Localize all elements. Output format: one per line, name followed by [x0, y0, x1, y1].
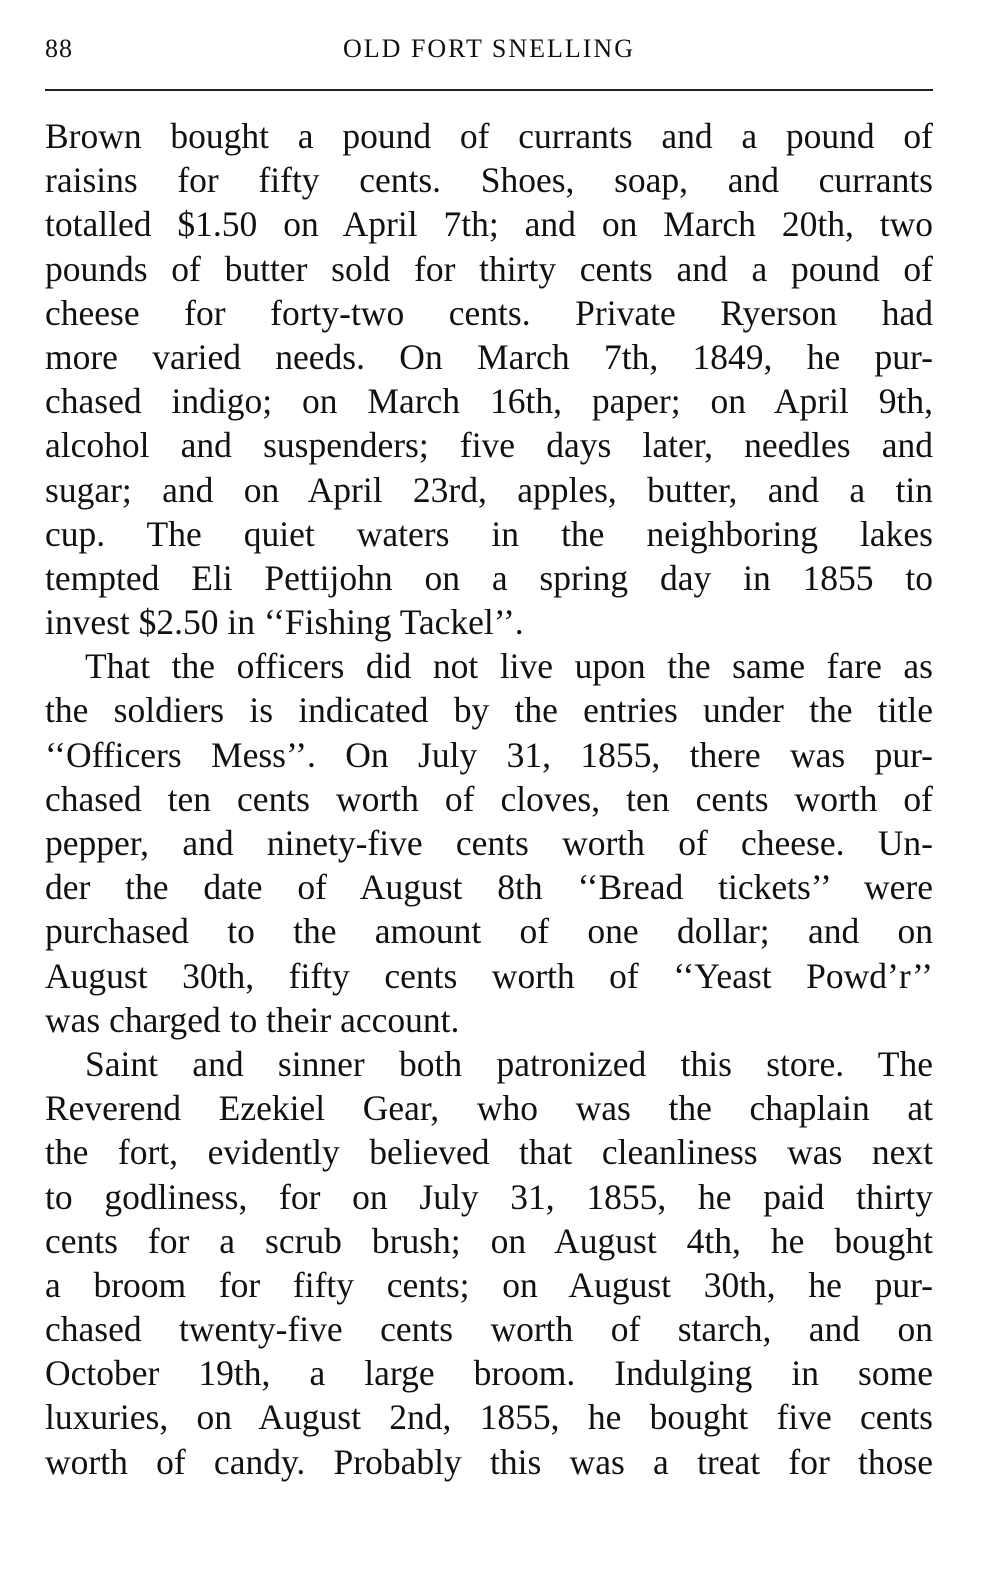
text-line: pounds of butter sold for thirty cents and a pound of [45, 248, 933, 289]
text-line: pepper, and ninety-five cents worth of cheese. Un- [45, 823, 933, 863]
text-line: ‘‘Officers Mess’’. On July 31, 1855, there was pur- [45, 734, 933, 775]
text-line: chased ten cents worth of cloves, ten cents worth of [45, 778, 933, 819]
text-line: chased twenty-five cents worth of starch, and on [45, 1309, 933, 1350]
body-text [45, 114, 933, 1484]
text-line: der the date of August 8th ‘‘Bread tickets’’ were [45, 867, 933, 908]
running-title: OLD FORT SNELLING [343, 34, 635, 63]
text-line: cheese for forty-two cents. Private Ryerson had [45, 292, 933, 333]
text-line: purchased to the amount of one dollar; and on [45, 911, 933, 952]
text-line: alcohol and suspenders; five days later, needles and [45, 425, 933, 466]
text-line: August 30th, fifty cents worth of ‘‘Yeast Powd’r’’ [45, 955, 933, 996]
running-head [45, 34, 933, 74]
text-line: raisins for fifty cents. Shoes, soap, and currants [45, 160, 933, 201]
text-line: the fort, evidently believed that cleanliness was next [45, 1132, 933, 1173]
text-line: sugar; and on April 23rd, apples, butter, and a tin [45, 469, 933, 510]
page-number: 88 [45, 34, 73, 63]
text-line: Reverend Ezekiel Gear, who was the chaplain at [45, 1088, 933, 1129]
header-rule [45, 89, 933, 91]
text-line: more varied needs. On March 7th, 1849, he pur- [45, 336, 933, 377]
text-line: worth of candy. Probably this was a treat for those [45, 1441, 933, 1482]
paragraph-2 [45, 644, 933, 1042]
text-line: invest $2.50 in ‘‘Fishing Tackel’’. [45, 602, 524, 643]
text-line: totalled $1.50 on April 7th; and on March 20th, two [45, 204, 933, 245]
text-line: chased indigo; on March 16th, paper; on April 9th, [45, 381, 933, 422]
text-line: cents for a scrub brush; on August 4th, he bought [45, 1220, 933, 1261]
paragraph-1 [45, 114, 933, 644]
text-line: to godliness, for on July 31, 1855, he paid thirty [45, 1176, 933, 1217]
text-line: was charged to their account. [45, 999, 460, 1040]
text-line: tempted Eli Pettijohn on a spring day in 1855 to [45, 557, 933, 598]
text-line: Brown bought a pound of currants and a pound of [45, 116, 933, 156]
paragraph-3 [45, 1042, 933, 1484]
text-line: luxuries, on August 2nd, 1855, he bought five cents [45, 1397, 933, 1438]
text-line: the soldiers is indicated by the entries under the title [45, 690, 933, 731]
text-line: That the officers did not live upon the same fare as [85, 646, 933, 687]
text-line: Saint and sinner both patronized this store. The [85, 1043, 933, 1084]
text-line: a broom for fifty cents; on August 30th, he pur- [45, 1264, 933, 1305]
text-line: October 19th, a large broom. Indulging in some [45, 1353, 933, 1394]
text-line: cup. The quiet waters in the neighboring lakes [45, 513, 933, 554]
